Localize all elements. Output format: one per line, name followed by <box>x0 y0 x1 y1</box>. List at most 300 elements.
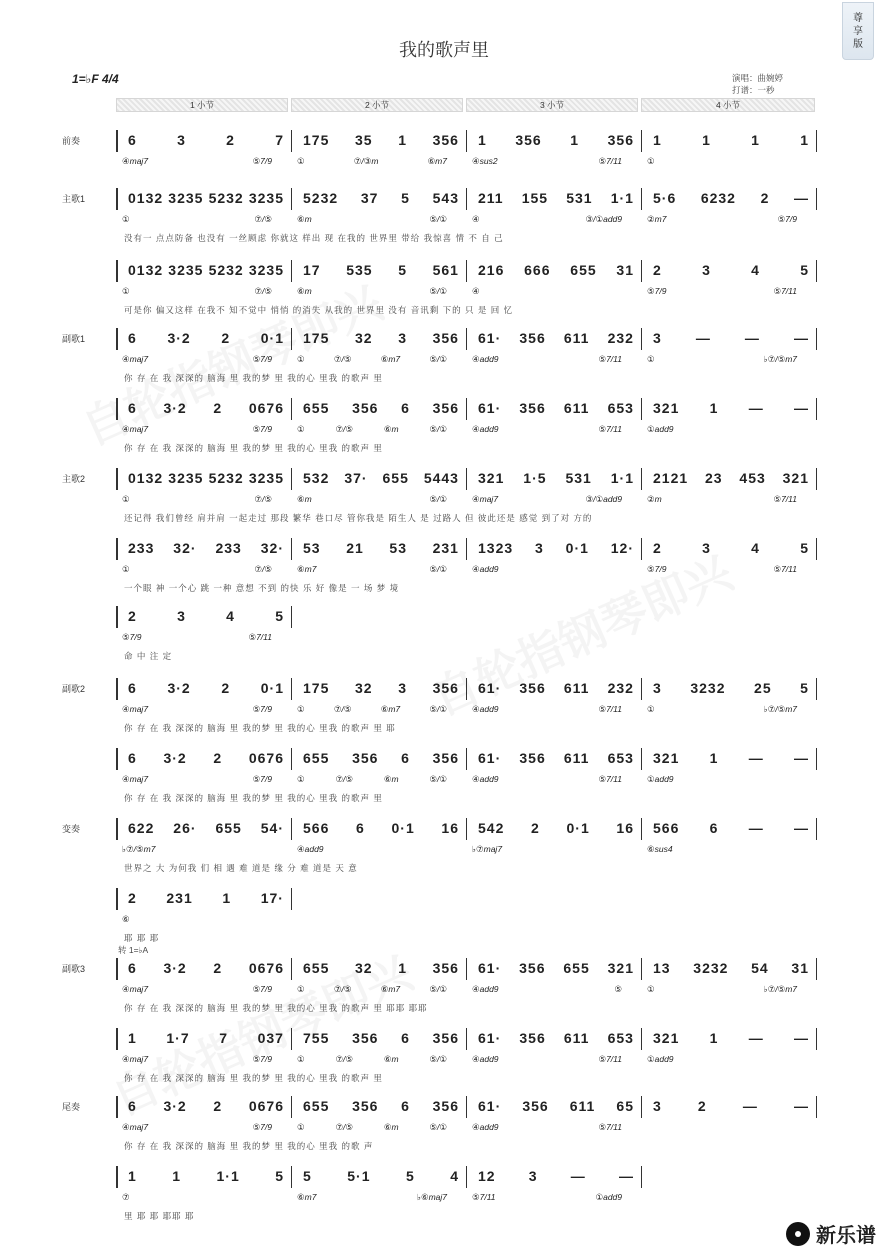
measure <box>122 608 292 628</box>
chord-symbol: ⑤7/9 <box>647 286 667 296</box>
note-group: 1 <box>570 132 580 148</box>
chord-symbol: ⑤7/9 <box>252 354 272 364</box>
note-group: 0676 <box>248 1098 284 1114</box>
chord-line <box>647 286 817 297</box>
lyrics-line: 你 存 在 我 深深的 脑海 里 我的梦 里 我的心 里我 的歌声 里 <box>124 443 383 453</box>
note-group: 356 <box>432 132 459 148</box>
note-group: 3 <box>177 132 186 148</box>
chord-symbol: ♭⑦/⑤m7 <box>122 844 156 854</box>
chord-symbol: ⑥m <box>383 774 399 784</box>
chord-symbol: ♭⑦/⑤m7 <box>763 704 797 714</box>
note-group: 611 <box>563 680 590 696</box>
note-group: 655 <box>303 750 330 766</box>
chord-symbol: ⑤7/11 <box>773 494 797 504</box>
note-group: 5 <box>275 608 284 624</box>
measure-header-4: 4 小节 <box>641 98 815 112</box>
score-row <box>0 746 888 810</box>
note-group: 32· <box>173 540 197 556</box>
chord-line <box>472 494 642 505</box>
note-group: 3235 <box>168 190 204 206</box>
bar-line <box>116 468 118 490</box>
key-signature: 1=♭F 4/4 <box>72 72 119 86</box>
note-group: 5 <box>401 190 410 206</box>
note-group: 5443 <box>423 470 459 486</box>
note-group: 1 <box>709 750 719 766</box>
chord-line <box>297 424 467 435</box>
note-group: 2 <box>531 820 540 836</box>
lyrics-line: 你 存 在 我 深深的 脑海 里 我的梦 里 我的心 里我 的歌声 里 耶耶 耶耶 <box>124 1003 428 1013</box>
chord-symbol: ⑤7/9 <box>252 424 272 434</box>
measure <box>122 400 292 420</box>
note-group: 561 <box>432 262 459 278</box>
measure <box>122 960 292 980</box>
section-label: 副歌2 <box>62 684 86 694</box>
note-group: 2 <box>213 960 223 976</box>
chord-symbol: ⑤/① <box>429 1122 447 1132</box>
measure <box>472 1098 642 1118</box>
chord-line <box>297 704 467 715</box>
note-group: 1·7 <box>166 1030 190 1046</box>
measure <box>122 190 292 210</box>
measure <box>122 470 292 490</box>
chord-line <box>122 1192 292 1203</box>
note-group: 216 <box>478 262 505 278</box>
note-group: 611 <box>569 1098 596 1114</box>
note-group: 4 <box>751 262 760 278</box>
note-group: 0·1 <box>260 680 284 696</box>
chord-line <box>297 214 467 225</box>
chord-line <box>122 844 292 855</box>
chord-line <box>472 774 642 785</box>
chord-symbol: ⑥m7 <box>380 354 401 364</box>
note-group: 5 <box>800 680 809 696</box>
note-group: 356 <box>519 400 546 416</box>
note-group: 356 <box>522 1098 549 1114</box>
chord-line <box>122 1054 292 1065</box>
chord-line <box>122 1122 292 1133</box>
badge-char: 享 <box>853 25 863 37</box>
chord-line <box>122 214 292 225</box>
chord-symbol: ①add9 <box>647 774 674 784</box>
chord-line <box>472 354 642 365</box>
note-group: 531 <box>566 190 593 206</box>
chord-symbol: ⑤7/9 <box>252 156 272 166</box>
chord-symbol: ⑤7/11 <box>598 424 622 434</box>
lyrics-line: 没有一 点点防备 也没有 一丝顾虑 你就这 样出 现 在我的 世界里 带给 我惊喜 情 不 自 己 <box>124 233 504 243</box>
measure <box>647 470 817 490</box>
chord-symbol: ⑤/① <box>429 564 447 574</box>
chord-symbol: ⑤7/11 <box>472 1192 496 1202</box>
chord-symbol: ♭⑥maj7 <box>416 1192 447 1202</box>
chord-symbol: ⑥m <box>383 1122 399 1132</box>
chord-symbol: ① <box>297 156 305 166</box>
bar-line <box>116 606 118 628</box>
chord-symbol: ④maj7 <box>122 424 149 434</box>
lyrics-line: 你 存 在 我 深深的 脑海 里 我的梦 里 我的心 里我 的歌声 里 耶 <box>124 723 396 733</box>
chord-symbol: ⑤7/9 <box>122 632 142 642</box>
note-group: 65 <box>616 1098 634 1114</box>
chord-symbol: ⑥m7 <box>380 704 401 714</box>
note-group: 356 <box>352 1030 379 1046</box>
score-row <box>0 956 888 1020</box>
chord-symbol: ♭⑦/⑤m7 <box>763 984 797 994</box>
chord-symbol: ①add9 <box>647 1054 674 1064</box>
note-group: 655 <box>303 1098 330 1114</box>
chord-line <box>297 494 467 505</box>
note-group: 16 <box>616 820 634 836</box>
note-group: 232 <box>607 680 634 696</box>
logo-text: 新乐谱 <box>816 1225 876 1247</box>
note-group: 61· <box>478 750 502 766</box>
chord-symbol: ① <box>297 1122 305 1132</box>
note-group: 2 <box>213 750 223 766</box>
chord-symbol: ④maj7 <box>122 984 149 994</box>
note-group: 175 <box>303 680 330 696</box>
measure <box>472 820 642 840</box>
measure <box>647 960 817 980</box>
badge-char: 尊 <box>853 12 863 24</box>
note-group: — <box>793 330 809 346</box>
chord-line <box>647 844 817 855</box>
performer: 演唱：曲婉婷 <box>732 73 784 83</box>
chord-line <box>297 1122 467 1133</box>
chord-line <box>122 774 292 785</box>
chord-symbol: ⑦/⑤ <box>254 286 272 296</box>
note-group: 535 <box>346 262 373 278</box>
note-group: 3 <box>398 330 407 346</box>
note-group: 61· <box>478 330 502 346</box>
chord-symbol: ④maj7 <box>122 704 149 714</box>
note-group: 3·2 <box>163 400 187 416</box>
bar-line <box>116 538 118 560</box>
measure <box>122 1168 292 1188</box>
note-group: 0132 <box>128 190 164 206</box>
note-group: 232 <box>607 330 634 346</box>
chord-symbol: ⑥m <box>297 494 312 504</box>
chord-symbol: ① <box>647 704 655 714</box>
measure <box>297 470 467 490</box>
note-group: 653 <box>607 400 634 416</box>
note-group: 6 <box>401 750 410 766</box>
lyrics-line: 命 中 注 定 <box>124 651 173 661</box>
note-group: 5 <box>398 262 407 278</box>
chord-symbol: ④maj7 <box>122 354 149 364</box>
note-group: 3 <box>528 1168 538 1184</box>
chord-symbol: ♭⑦maj7 <box>472 844 503 854</box>
lyrics-line: 你 存 在 我 深深的 脑海 里 我的梦 里 我的心 里我 的歌 声 <box>124 1141 374 1151</box>
note-group: 17 <box>303 262 321 278</box>
note-group: 12· <box>610 540 634 556</box>
note-group: 5·6 <box>653 190 677 206</box>
chord-line <box>297 844 467 855</box>
chord-symbol: ⑥m7 <box>297 564 317 574</box>
chord-symbol: ①add9 <box>595 1192 622 1202</box>
note-group: 6 <box>128 330 137 346</box>
chord-symbol: ① <box>297 354 305 364</box>
note-group: 566 <box>303 820 330 836</box>
chord-line <box>472 1122 642 1133</box>
lyrics-line: 世界之 大 为何我 们 相 遇 难 道是 缘 分 难 道是 天 意 <box>124 863 358 873</box>
note-group: — <box>794 400 809 416</box>
chord-symbol: ⑤/① <box>429 984 447 994</box>
note-group: 5 <box>800 262 809 278</box>
note-group: 2 <box>653 540 662 556</box>
measure <box>472 1030 642 1050</box>
note-group: 356 <box>519 960 546 976</box>
chord-line <box>122 914 292 925</box>
measure <box>122 540 292 560</box>
measure-header-1: 1 小节 <box>116 98 288 112</box>
score-row <box>0 676 888 740</box>
chord-line <box>297 286 467 297</box>
chord-symbol: ⑤/① <box>429 286 447 296</box>
note-group: 611 <box>563 400 590 416</box>
note-group: 155 <box>521 190 549 206</box>
chord-line <box>122 286 292 297</box>
score-row <box>0 466 888 530</box>
bar-line <box>116 1096 118 1118</box>
chord-symbol: ⑥ <box>122 914 130 924</box>
chord-symbol: ①add9 <box>647 424 674 434</box>
note-group: 5232 <box>208 262 244 278</box>
score-row <box>0 816 888 880</box>
measure <box>647 190 817 210</box>
note-group: 54 <box>751 960 769 976</box>
note-group: 655 <box>570 262 597 278</box>
chord-line <box>472 564 642 575</box>
chord-symbol: ④maj7 <box>122 1054 149 1064</box>
note-group: 655 <box>563 960 590 976</box>
measure <box>647 820 817 840</box>
measure <box>647 540 817 560</box>
note-group: — <box>695 330 711 346</box>
note-group: 32 <box>354 960 373 976</box>
chord-symbol: ⑦/⑤ <box>333 354 352 364</box>
edition-badge <box>842 2 874 60</box>
chord-line <box>472 1192 642 1203</box>
lyrics-line: 你 存 在 我 深深的 脑海 里 我的梦 里 我的心 里我 的歌声 里 <box>124 793 383 803</box>
bar-line <box>116 1166 118 1188</box>
note-group: 211 <box>478 190 504 206</box>
chord-symbol: ④add9 <box>472 1122 499 1132</box>
measure <box>472 750 642 770</box>
measure <box>647 330 817 350</box>
bar-line <box>116 888 118 910</box>
note-group: 356 <box>519 1030 546 1046</box>
chord-line <box>647 774 817 785</box>
measure <box>297 820 467 840</box>
note-group: 3·2 <box>163 1098 187 1114</box>
score-row <box>0 604 888 668</box>
note-group: 1 <box>222 890 232 906</box>
note-group: 6 <box>401 1098 410 1114</box>
measure <box>122 680 292 700</box>
bar-line <box>116 958 118 980</box>
measure <box>472 1168 642 1188</box>
chord-symbol: ④add9 <box>472 774 499 784</box>
measure-header-3: 3 小节 <box>466 98 638 112</box>
note-group: 5232 <box>208 190 244 206</box>
score-row <box>0 536 888 600</box>
note-group: 655 <box>382 470 409 486</box>
note-group: 3235 <box>168 262 204 278</box>
note-group: 61· <box>478 960 502 976</box>
note-group: 356 <box>519 330 546 346</box>
note-group: 3235 <box>248 190 284 206</box>
chord-symbol: ♭⑦/⑤m7 <box>763 354 797 364</box>
score-row <box>0 396 888 460</box>
note-group: 356 <box>519 750 546 766</box>
chord-symbol: ⑦/⑤ <box>333 984 352 994</box>
score-row <box>0 1094 888 1158</box>
chord-line <box>647 494 817 505</box>
chord-symbol: ⑤7/9 <box>252 704 272 714</box>
chord-line <box>647 424 817 435</box>
chord-line <box>297 564 467 575</box>
badge-char: 版 <box>853 38 863 50</box>
chord-line <box>122 632 292 643</box>
note-group: 13 <box>653 960 671 976</box>
note-group: 321 <box>653 750 680 766</box>
note-group: 2 <box>760 190 770 206</box>
chord-line <box>472 286 642 297</box>
note-group: 53 <box>389 540 407 556</box>
measure <box>472 132 642 152</box>
note-group: 7 <box>275 132 284 148</box>
chord-symbol: ②m <box>647 494 662 504</box>
note-group: 3·2 <box>163 750 187 766</box>
measure <box>647 750 817 770</box>
note-group: 1 <box>172 1168 182 1184</box>
chord-symbol: ⑥sus4 <box>647 844 673 854</box>
note-group: 611 <box>563 330 590 346</box>
note-group: 653 <box>607 750 634 766</box>
chord-symbol: ⑥m7 <box>380 984 401 994</box>
note-group: 3 <box>535 540 544 556</box>
note-group: 356 <box>607 132 634 148</box>
chord-symbol: ① <box>297 704 305 714</box>
note-group: 5 <box>405 1168 415 1184</box>
note-group: — <box>618 1168 634 1184</box>
measure <box>122 1098 292 1118</box>
note-group: 1 <box>709 400 719 416</box>
chord-line <box>647 214 817 225</box>
note-group: 321 <box>653 400 680 416</box>
score-row <box>0 326 888 390</box>
chord-symbol: ⑦/⑤ <box>254 214 272 224</box>
measure-header-2: 2 小节 <box>291 98 463 112</box>
measure <box>297 262 467 282</box>
note-group: 1323 <box>478 540 514 556</box>
note-group: 61· <box>478 400 502 416</box>
note-group: 6 <box>128 960 137 976</box>
note-group: 2 <box>128 608 137 624</box>
section-label: 主歌2 <box>62 474 86 484</box>
chord-symbol: ⑤7/11 <box>773 564 797 574</box>
measure <box>297 680 467 700</box>
measure <box>297 750 467 770</box>
chord-symbol: ⑦/⑤ <box>254 564 272 574</box>
chord-symbol: ⑤7/11 <box>598 354 622 364</box>
note-group: 543 <box>432 190 459 206</box>
chord-symbol: ④add9 <box>297 844 324 854</box>
note-group: 566 <box>653 820 680 836</box>
note-group: 1·1 <box>610 190 634 206</box>
note-group: 32· <box>260 540 284 556</box>
note-group: 0·1 <box>391 820 415 836</box>
note-group: 3 <box>702 540 711 556</box>
note-group: 231 <box>166 890 193 906</box>
chord-line <box>472 844 642 855</box>
measure <box>472 540 642 560</box>
bar-line <box>116 260 118 282</box>
score-row <box>0 1164 888 1228</box>
note-group: 622 <box>128 820 155 836</box>
chord-symbol: ① <box>122 214 130 224</box>
note-group: 0·1 <box>260 330 284 346</box>
score-row <box>0 128 888 192</box>
section-label: 变奏 <box>62 824 81 834</box>
note-group: 2 <box>213 400 223 416</box>
chord-line <box>647 354 817 365</box>
note-group: 3 <box>702 262 711 278</box>
note-group: 21 <box>346 540 364 556</box>
note-group: 233 <box>128 540 155 556</box>
note-group: 1 <box>398 960 407 976</box>
note-group: 61· <box>478 680 502 696</box>
note-group: 23 <box>705 470 723 486</box>
note-group: 4 <box>450 1168 459 1184</box>
section-label: 前奏 <box>62 136 81 146</box>
measure <box>647 680 817 700</box>
note-group: 35 <box>354 132 373 148</box>
note-group: 3232 <box>693 960 729 976</box>
note-group: 12 <box>478 1168 496 1184</box>
measure <box>647 1098 817 1118</box>
note-group: — <box>570 1168 586 1184</box>
chord-line <box>297 774 467 785</box>
score-row <box>0 186 888 250</box>
note-group: 175 <box>303 330 330 346</box>
chord-symbol: ① <box>297 424 305 434</box>
chord-symbol: ⑥m <box>383 1054 399 1064</box>
note-group: 3·2 <box>163 960 187 976</box>
note-group: 1·1 <box>610 470 634 486</box>
note-group: 31 <box>791 960 809 976</box>
note-group: — <box>794 1030 809 1046</box>
note-group: — <box>748 1030 764 1046</box>
chord-symbol: ⑤/① <box>429 424 447 434</box>
score-row <box>0 1026 888 1090</box>
note-group: — <box>794 750 809 766</box>
note-group: 037 <box>257 1030 284 1046</box>
note-group: 356 <box>432 1098 459 1114</box>
note-group: 3·2 <box>167 680 191 696</box>
chord-symbol: ⑤/① <box>429 774 447 784</box>
note-group: 3 <box>398 680 407 696</box>
note-group: — <box>748 750 764 766</box>
note-group: 4 <box>226 608 235 624</box>
note-group: 1 <box>800 132 809 148</box>
chord-symbol: ⑤7/11 <box>773 286 797 296</box>
chord-symbol: ③/①add9 <box>585 214 622 224</box>
note-group: 1·5 <box>523 470 547 486</box>
note-group: 6 <box>709 820 719 836</box>
chord-symbol: ① <box>647 984 655 994</box>
note-group: 231 <box>432 540 459 556</box>
note-group: 3 <box>653 330 662 346</box>
bar-line <box>116 328 118 350</box>
